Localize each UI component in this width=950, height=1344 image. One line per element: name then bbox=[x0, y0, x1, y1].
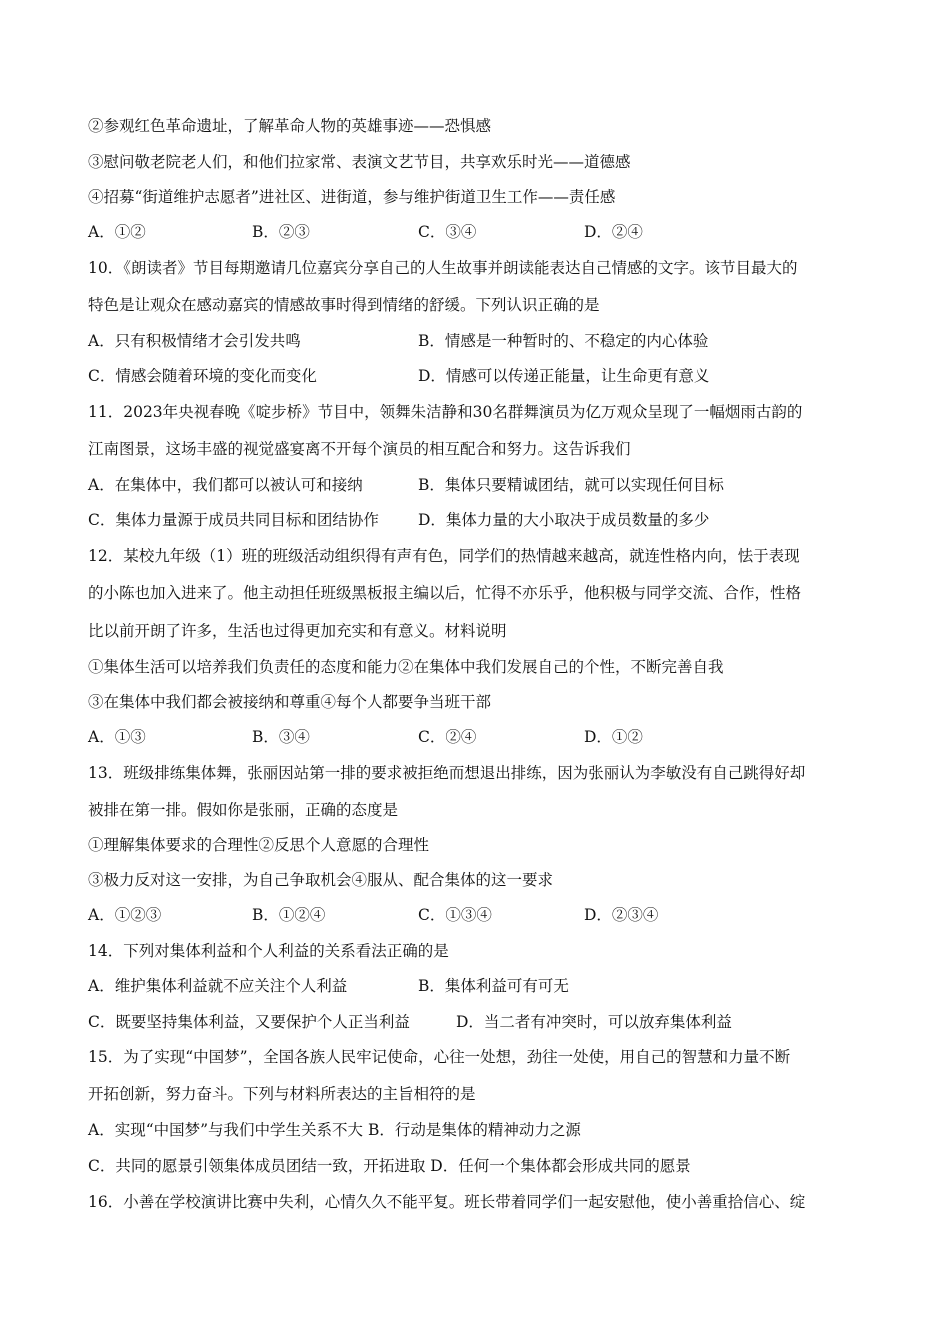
q16-stem-line-1: 16．小善在学校演讲比赛中失利，心情久久不能平复。班长带着同学们一起安慰他，使小善重拾信心、绽 bbox=[88, 1193, 806, 1211]
q12-option-c: C．②④ bbox=[418, 728, 477, 746]
q9-option-a: A．①② bbox=[88, 223, 146, 241]
q12-stem-line-2: 的小陈也加入进来了。他主动担任班级黑板报主编以后，忙得不亦乐乎，他积极与同学交流、合作，性格 bbox=[88, 584, 802, 602]
q13-items-line-2: ③极力反对这一安排，为自己争取机会④服从、配合集体的这一要求 bbox=[88, 871, 554, 889]
q14-stem-line-1: 14．下列对集体利益和个人利益的关系看法正确的是 bbox=[88, 942, 449, 960]
q13-option-c: C．①③④ bbox=[418, 906, 492, 924]
q12-items-line-2: ③在集体中我们都会被接纳和尊重④每个人都要争当班干部 bbox=[88, 693, 492, 711]
q9-item-2: ②参观红色革命遗址，了解革命人物的英雄事迹——恐惧感 bbox=[88, 117, 492, 135]
q9-item-4: ④招募“街道维护志愿者”进社区、进街道，参与维护街道卫生工作——责任感 bbox=[88, 188, 616, 206]
q15-options-line-1: A．实现“中国梦”与我们中学生关系不大 B．行动是集体的精神动力之源 bbox=[88, 1121, 581, 1139]
q9-option-c: C．③④ bbox=[418, 223, 477, 241]
q9-option-d: D．②④ bbox=[584, 223, 643, 241]
q11-stem-line-1: 11．2023年央视春晚《啶步桥》节目中，领舞朱洁静和30名群舞演员为亿万观众呈现了一幅烟雨古韵的 bbox=[88, 403, 803, 421]
q10-option-b: B．情感是一种暂时的、不稳定的内心体验 bbox=[418, 332, 709, 350]
q13-stem-line-2: 被排在第一排。假如你是张丽，正确的态度是 bbox=[88, 801, 399, 819]
q15-stem-line-1: 15．为了实现“中国梦”，全国各族人民牢记使命，心往一处想，劲往一处使，用自己的智慧和力量不断 bbox=[88, 1048, 791, 1066]
q11-stem-line-2: 江南图景，这场丰盛的视觉盛宴离不开每个演员的相互配合和努力。这告诉我们 bbox=[88, 440, 631, 458]
q13-option-a: A．①②③ bbox=[88, 906, 162, 924]
q12-stem-line-3: 比以前开朗了许多，生活也过得更加充实和有意义。材料说明 bbox=[88, 622, 507, 640]
q12-items-line-1: ①集体生活可以培养我们负责任的态度和能力②在集体中我们发展自己的个性，不断完善自我 bbox=[88, 658, 724, 676]
q14-option-a: A．维护集体利益就不应关注个人利益 bbox=[88, 977, 348, 995]
q10-stem-line-1: 10．《朗读者》节目每期邀请几位嘉宾分享自己的人生故事并朗读能表达自己情感的文字。该节目最大的 bbox=[88, 259, 798, 277]
q9-item-3: ③慰问敬老院老人们，和他们拉家常、表演文艺节目，共享欢乐时光——道德感 bbox=[88, 153, 631, 171]
q11-option-d: D．集体力量的大小取决于成员数量的多少 bbox=[418, 511, 710, 529]
q10-option-d: D．情感可以传递正能量，让生命更有意义 bbox=[418, 367, 710, 385]
q14-option-d: D．当二者有冲突时，可以放弃集体利益 bbox=[456, 1013, 732, 1031]
q12-option-a: A．①③ bbox=[88, 728, 146, 746]
q14-option-c: C．既要坚持集体利益，又要保护个人正当利益 bbox=[88, 1013, 410, 1031]
q10-stem-line-2: 特色是让观众在感动嘉宾的情感故事时得到情绪的舒缓。下列认识正确的是 bbox=[88, 296, 600, 314]
q13-items-line-1: ①理解集体要求的合理性②反思个人意愿的合理性 bbox=[88, 836, 430, 854]
q11-option-c: C．集体力量源于成员共同目标和团结协作 bbox=[88, 511, 379, 529]
q13-option-b: B．①②④ bbox=[252, 906, 326, 924]
q10-option-a: A．只有积极情绪才会引发共鸣 bbox=[88, 332, 301, 350]
q14-option-b: B．集体利益可有可无 bbox=[418, 977, 569, 995]
q13-option-d: D．②③④ bbox=[584, 906, 659, 924]
q13-stem-line-1: 13．班级排练集体舞，张丽因站第一排的要求被拒绝而想退出排练，因为张丽认为李敏没有自己跳得好却 bbox=[88, 764, 806, 782]
q12-option-b: B．③④ bbox=[252, 728, 310, 746]
q9-option-b: B．②③ bbox=[252, 223, 310, 241]
q11-option-b: B．集体只要精诚团结，就可以实现任何目标 bbox=[418, 476, 724, 494]
q15-stem-line-2: 开拓创新，努力奋斗。下列与材料所表达的主旨相符的是 bbox=[88, 1085, 476, 1103]
q15-options-line-2: C．共同的愿景引领集体成员团结一致，开拓进取 D．任何一个集体都会形成共同的愿景 bbox=[88, 1157, 691, 1175]
q11-option-a: A．在集体中，我们都可以被认可和接纳 bbox=[88, 476, 363, 494]
q10-option-c: C．情感会随着环境的变化而变化 bbox=[88, 367, 317, 385]
q12-stem-line-1: 12．某校九年级（1）班的班级活动组织得有声有色，同学们的热情越来越高，就连性格内向，怯于表现 bbox=[88, 547, 800, 565]
q12-option-d: D．①② bbox=[584, 728, 643, 746]
